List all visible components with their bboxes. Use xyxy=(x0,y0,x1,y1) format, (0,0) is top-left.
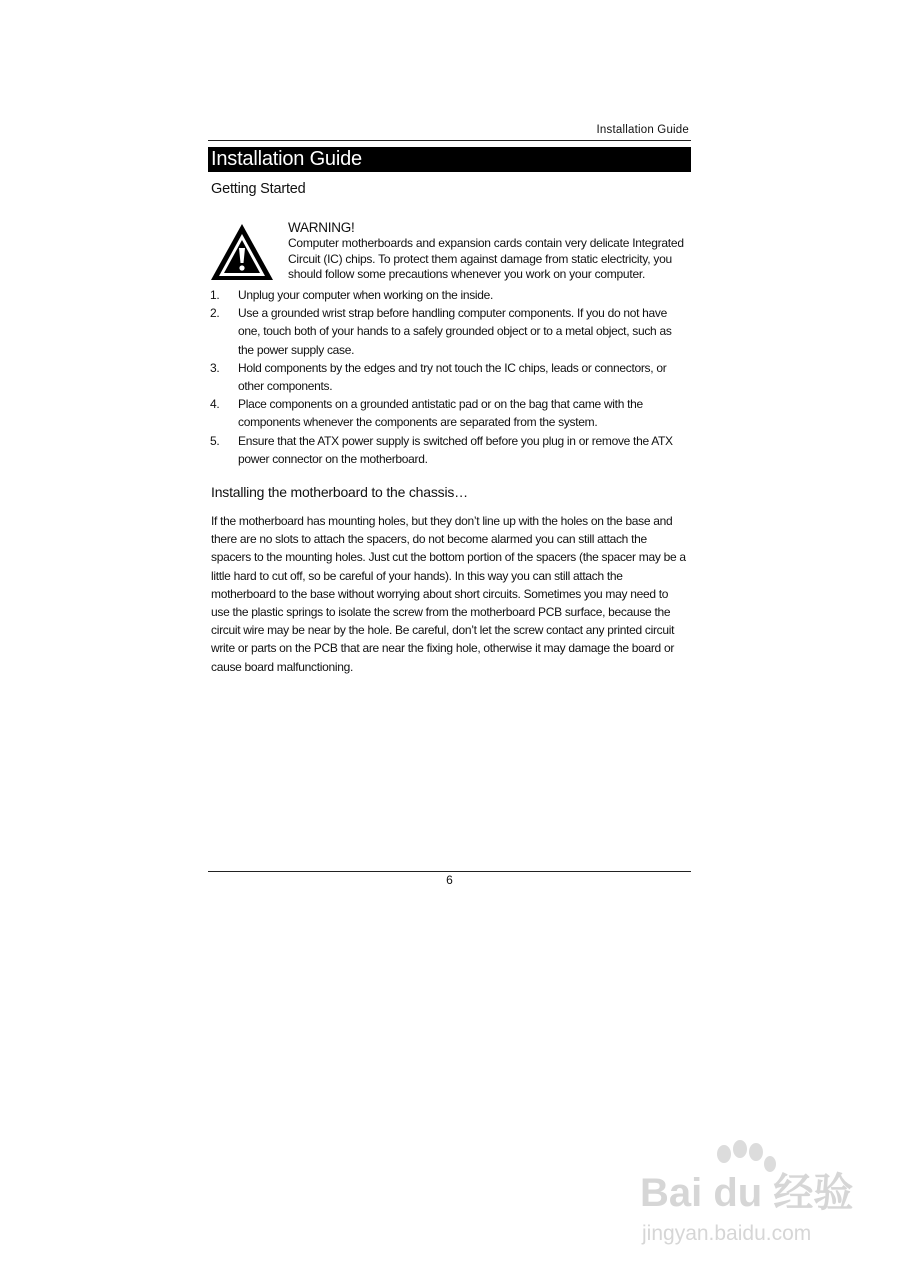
warning-title: WARNING! xyxy=(288,220,355,235)
list-item-number: 3. xyxy=(210,360,220,375)
footer-rule xyxy=(208,871,691,872)
chassis-paragraph: If the motherboard has mounting holes, but they don’t line up with the holes on the base and there are no slots to attach the spacers, do not become alarmed you can still attach the spacers to the mounting holes. Just cut the bottom portion of the spacers (the spacer may be a little hard to cut off, so be careful of your hands). In this way you can still attach the motherboard to the base without worrying about short circuits. Sometimes you may need to use the plastic springs to isolate the screw from the motherboard PCB surface, because the circuit wire may be near by the hole. Be careful, don’t let the screw contact any printed circuit write or parts on the PCB that are near the fixing hole, otherwise it may damage the board or cause board malfunctioning. xyxy=(211,514,686,674)
list-item xyxy=(210,304,690,359)
warning-line: Computer motherboards and expansion cards contain very delicate Integrated xyxy=(288,236,684,250)
watermark-brand: Bai du 经验 xyxy=(640,1171,854,1215)
warning-triangle-icon xyxy=(209,222,275,282)
section-title-bar: Installation Guide xyxy=(208,147,691,172)
warning-line: Circuit (IC) chips. To protect them against damage from static electricity, you xyxy=(288,251,672,266)
running-header-title: Installation Guide xyxy=(596,124,689,136)
list-item-number: 1. xyxy=(210,288,220,302)
list-item-text: Unplug your computer when working on the inside. xyxy=(238,288,494,302)
list-item-text: Ensure that the ATX power supply is switched off before you plug in or remove the ATX power connector on the motherboard. xyxy=(238,433,673,466)
watermark-url: jingyan.baidu.com xyxy=(642,1222,812,1245)
list-item-number: 5. xyxy=(210,433,220,448)
list-item xyxy=(210,395,690,431)
list-item-text: Hold components by the edges and try not touch the IC chips, leads or connectors, or other components. xyxy=(238,360,667,394)
baidu-watermark-logo xyxy=(636,1140,866,1250)
warning-line: should follow some precautions whenever you work on your computer. xyxy=(288,267,646,281)
list-item-number: 2. xyxy=(210,306,220,321)
getting-started-heading: Getting Started xyxy=(211,181,306,197)
page-number: 6 xyxy=(446,873,453,887)
precautions-list xyxy=(210,286,690,468)
list-item-number: 4. xyxy=(210,397,220,412)
header-rule xyxy=(208,140,691,141)
list-item-text: Place components on a grounded antistatic pad or on the bag that came with the components whenever the components are separated from the system. xyxy=(238,397,643,430)
chassis-heading: Installing the motherboard to the chassis… xyxy=(211,484,468,500)
list-item xyxy=(210,359,690,395)
list-item-text: Use a grounded wrist strap before handling computer components. If you do not have one, touch both of your hands to a safely grounded object or to a metal object, such as the power supply case. xyxy=(238,306,672,357)
warning-block xyxy=(288,219,688,283)
running-header xyxy=(208,124,691,136)
list-item xyxy=(210,432,690,468)
list-item xyxy=(210,286,690,304)
